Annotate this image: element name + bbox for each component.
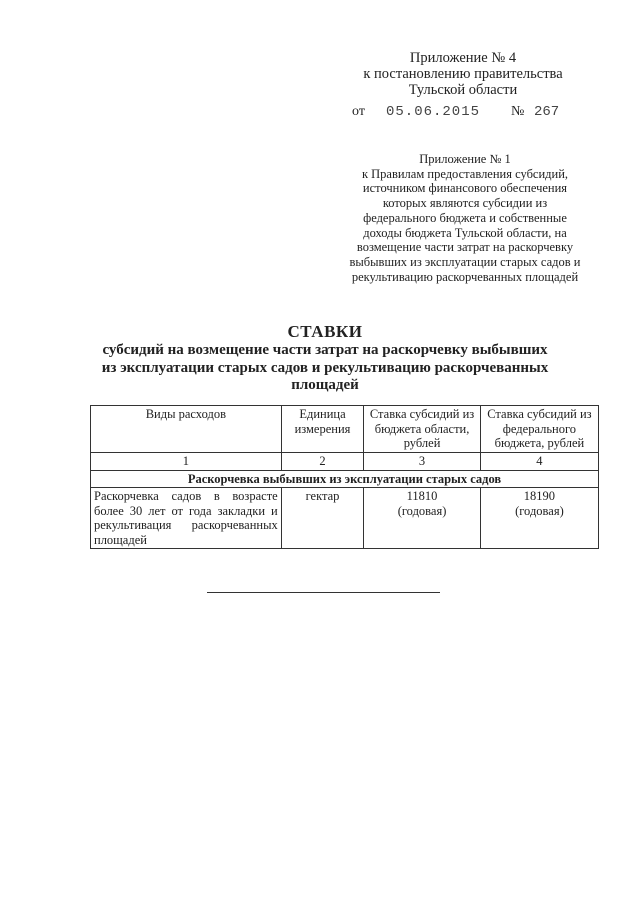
title-subtitle-line: из эксплуатации старых садов и рекультивацию раскорчеванных (101, 359, 549, 376)
regional-rate-value: 11810 (406, 489, 438, 503)
header-expense-type: Виды расходов (91, 406, 282, 453)
header-unit: Единица измерения (281, 406, 364, 453)
rates-table (90, 405, 599, 549)
column-number: 1 (91, 453, 282, 471)
row-description: Раскорчевка садов в возрасте более 30 лет от года закладки и рекультивация раскорчеванных площадей (91, 488, 282, 549)
federal-rate-period: (годовая) (515, 503, 564, 518)
decree-appendix-header (338, 50, 588, 98)
table-column-numbers-row (91, 453, 599, 471)
annex-line: федерального бюджета и собственные (363, 210, 567, 225)
row-federal-rate-cell (480, 488, 598, 549)
annex-line: рекультивацию раскорчеванных площадей (351, 269, 579, 284)
document-title (90, 322, 560, 395)
header-federal-rate: Ставка субсидий из федерального бюджета, рублей (480, 406, 598, 453)
section-title: Раскорчевка выбывших из эксплуатации старых садов (91, 470, 599, 488)
number-label: № (511, 104, 525, 119)
annex-line: возмещение части затрат на раскорчевку (356, 240, 574, 255)
regional-rate-period: (годовая) (397, 503, 447, 518)
title-subtitle-line: площадей (291, 377, 359, 393)
title-main: СТАВКИ (287, 322, 363, 341)
title-subtitle-line: субсидий на возмещение части затрат на раскорчевку выбывших (102, 342, 548, 358)
annex-line: которых являются субсидии из (382, 196, 548, 211)
row-regional-rate-cell (364, 488, 481, 549)
table-section-row (91, 470, 599, 488)
annex-line: источником финансового обеспечения (362, 181, 568, 196)
column-number: 2 (281, 453, 364, 471)
table-header-row (91, 406, 599, 453)
appendix-to-decree: к постановлению правительства (363, 66, 563, 82)
annex-line: выбывших из эксплуатации старых садов и (349, 254, 581, 269)
appendix-number: Приложение № 4 (409, 50, 517, 66)
annex-line: доходы бюджета Тульской области, на (363, 225, 567, 240)
column-number: 3 (364, 453, 481, 471)
decree-number: 267 (534, 104, 560, 120)
region-name: Тульской области (408, 82, 518, 98)
column-number: 4 (480, 453, 598, 471)
decree-date: 05.06.2015 (386, 104, 481, 120)
header-regional-rate: Ставка субсидий из бюджета области, рублей (364, 406, 481, 453)
row-unit: гектар (281, 488, 364, 549)
rules-annex-header (330, 152, 600, 284)
table-row (91, 488, 599, 549)
annex-line: к Правилам предоставления субсидий, (361, 166, 569, 181)
from-label: от (352, 104, 365, 119)
annex-line: Приложение № 1 (419, 152, 511, 166)
closing-divider-line (207, 592, 440, 593)
federal-rate-value: 18190 (523, 489, 556, 503)
